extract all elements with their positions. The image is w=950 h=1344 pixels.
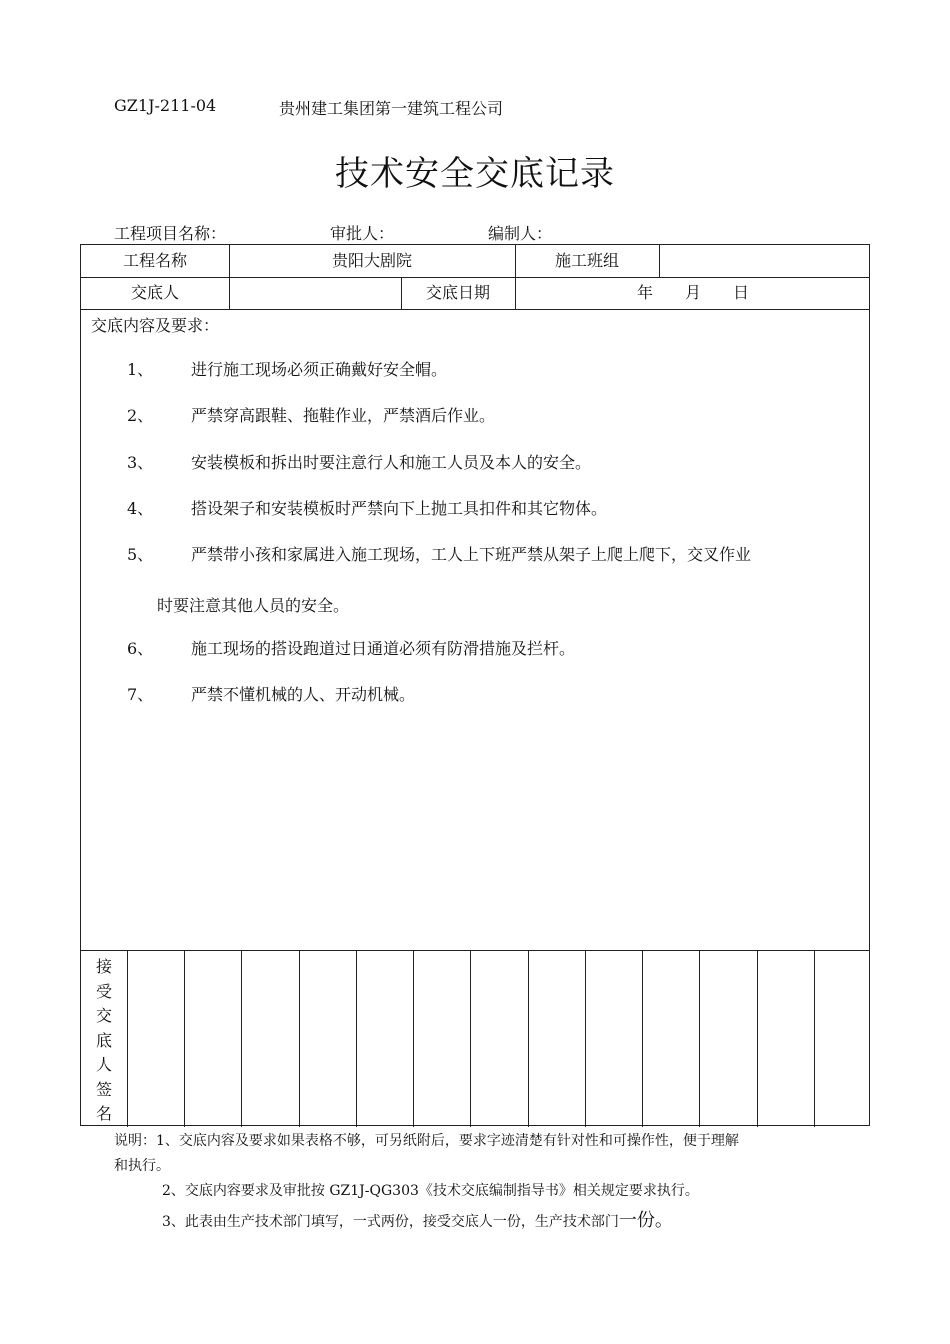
row-divider: [81, 309, 869, 310]
signature-label-char: 签: [95, 1079, 112, 1099]
content-label: 交底内容及要求：: [91, 316, 220, 335]
signature-cell-divider: [184, 950, 185, 1127]
disclosure-form: [80, 244, 870, 1126]
row-divider: [81, 950, 869, 951]
note-1: 说明：1、交底内容及要求如果表格不够，可另纸附后，要求字迹清楚有针对性和可操作性，便于理解: [114, 1133, 739, 1149]
note-2: 2、交底内容要求及审批按 GZ1J-QG303《技术交底编制指导书》相关规定要求执行。: [162, 1183, 699, 1199]
project-name-value[interactable]: 贵阳大剧院: [331, 251, 412, 270]
signature-cell-divider: [356, 950, 357, 1127]
item-text: 严禁不懂机械的人、开动机械。: [191, 685, 416, 704]
item-number: 6、: [127, 639, 154, 658]
item-text: 进行施工现场必须正确戴好安全帽。: [191, 360, 448, 379]
signature-label-char: 受: [95, 981, 112, 1001]
item-text: 施工现场的搭设跑道过日通道必须有防滑措施及拦杆。: [191, 639, 576, 658]
presenter-value[interactable]: [229, 277, 401, 309]
signature-cell-divider: [528, 950, 529, 1127]
form-code: GZ1J-211-04: [114, 96, 217, 115]
team-label: 施工班组: [554, 251, 619, 270]
note-3-tail: 一份。: [618, 1210, 673, 1231]
date-value[interactable]: 年 月 日: [636, 283, 749, 302]
approver-label: 审批人：: [330, 224, 395, 243]
author-label: 编制人：: [488, 224, 553, 243]
signature-label-char: 名: [95, 1104, 112, 1123]
item-text: 搭设架子和安装模板时严禁向下上抛工具扣件和其它物体。: [191, 499, 608, 518]
company-name: 贵州建工集团第一建筑工程公司: [279, 99, 504, 118]
item-number: 7、: [127, 685, 154, 704]
note-3-main: 3、此表由生产技术部门填写，一式两份，接受交底人一份，生产技术部门: [162, 1214, 619, 1230]
item-text: 严禁穿高跟鞋、拖鞋作业，严禁酒后作业。: [191, 406, 496, 425]
team-value[interactable]: [659, 245, 871, 277]
project-label: 工程项目名称：: [114, 224, 227, 243]
signature-cell-divider: [757, 950, 758, 1127]
item-text: 严禁带小孩和家属进入施工现场，工人上下班严禁从架子上爬上爬下，交叉作业: [191, 545, 752, 564]
signature-label-char: 人: [95, 1055, 112, 1074]
signature-cell-divider: [699, 950, 700, 1127]
item-number: 2、: [127, 406, 154, 425]
signature-cell-divider: [642, 950, 643, 1127]
date-label: 交底日期: [425, 283, 490, 302]
page-title: 技术安全交底记录: [335, 154, 615, 194]
item-number: 4、: [127, 499, 154, 518]
signature-cell-divider: [470, 950, 471, 1127]
signature-label: [81, 955, 127, 1127]
signature-cell-divider: [241, 950, 242, 1127]
note-1-continuation: 和执行。: [114, 1158, 170, 1174]
presenter-label: 交底人: [130, 283, 179, 302]
item-number: 5、: [127, 545, 154, 564]
item-number: 3、: [127, 453, 154, 472]
item-number: 1、: [127, 360, 154, 379]
signature-cell-divider: [585, 950, 586, 1127]
project-name-label: 工程名称: [122, 251, 187, 270]
item-text: 安装模板和拆出时要注意行人和施工人员及本人的安全。: [191, 453, 592, 472]
note-3: [162, 1206, 673, 1232]
signature-cell-divider: [299, 950, 300, 1127]
signature-label-char: 底: [95, 1030, 112, 1050]
col-divider: [127, 950, 128, 1127]
signature-cell-divider: [814, 950, 815, 1127]
signature-cell-divider: [413, 950, 414, 1127]
item-text-continuation: 时要注意其他人员的安全。: [157, 596, 350, 615]
signature-label-char: 交: [95, 1006, 112, 1025]
signature-label-char: 接: [95, 957, 112, 976]
